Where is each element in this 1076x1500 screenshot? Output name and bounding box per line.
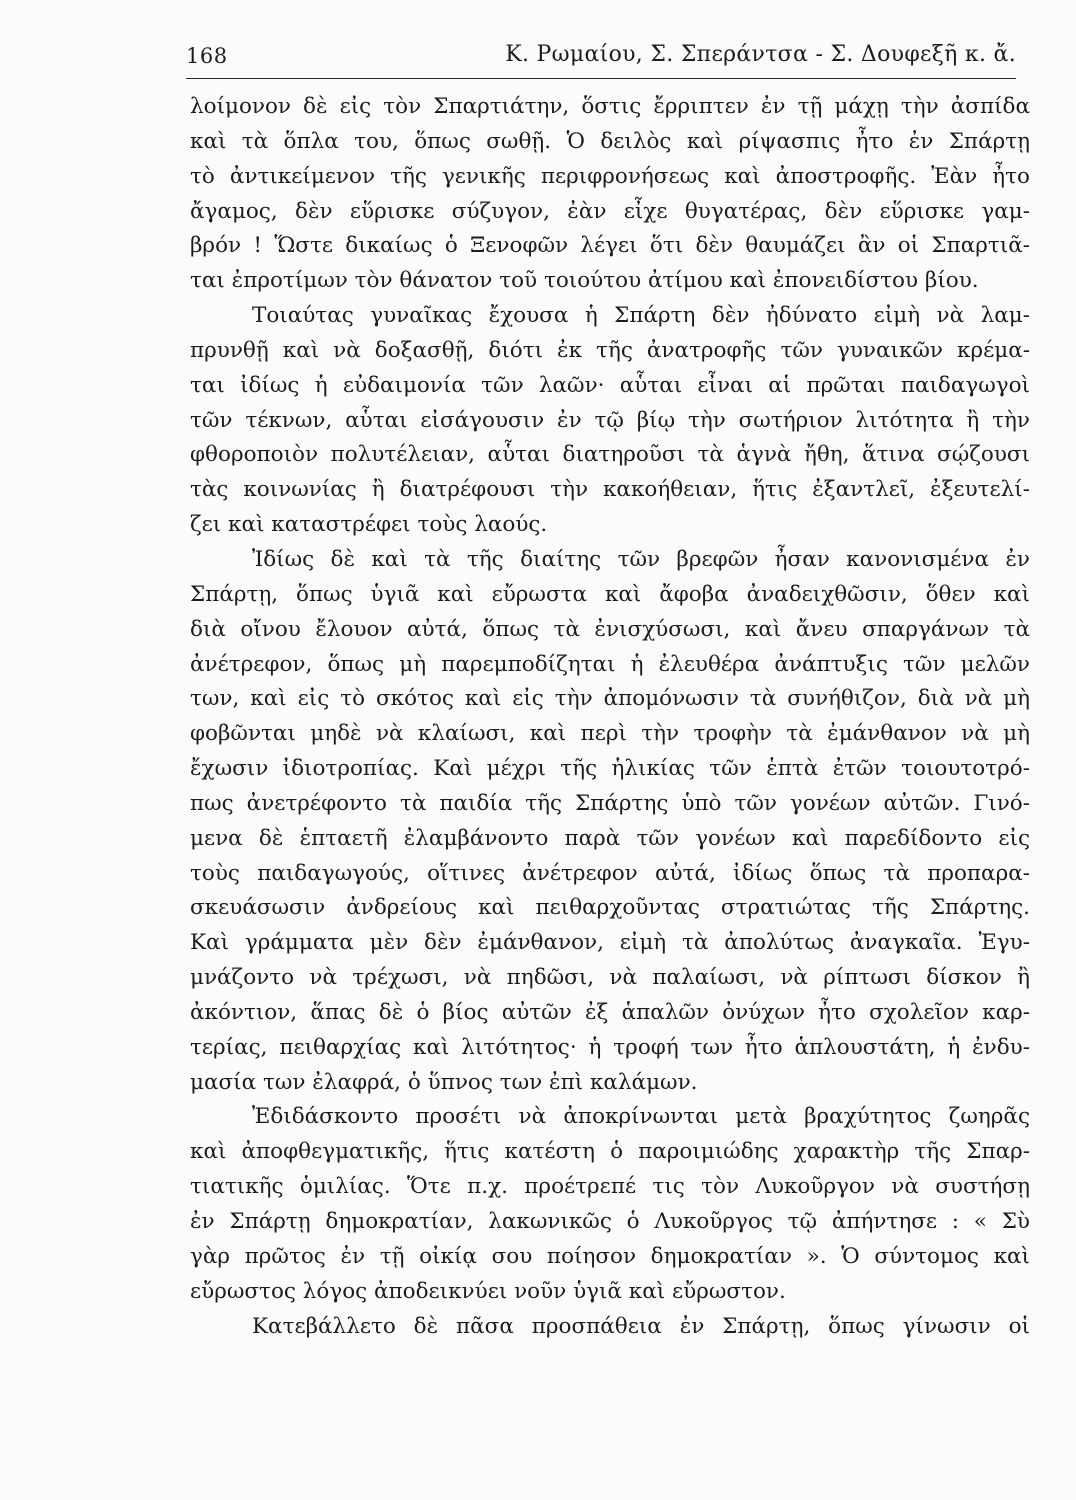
text-line: ται ἰδίως ἡ εὐδαιμονία τῶν λαῶν· αὗται εἶναι αἱ πρῶται παιδαγωγοὶ bbox=[190, 372, 1030, 398]
text-line: μασία των ἐλαφρά, ὁ ὕπνος των ἐπὶ καλάμων. bbox=[190, 1069, 698, 1095]
text-line: φθοροποιὸν πολυτέλειαν, αὗται διατηροῦσι τὰ ἁγνὰ ἤθη, ἅτινα σῴζουσι bbox=[190, 442, 1030, 468]
text-line: ται ἐπροτίμων τὸν θάνατον τοῦ τοιούτου ἀτίμου καὶ ἐπονειδίστου βίου. bbox=[190, 268, 979, 294]
text-line: Ἰδίως δὲ καὶ τὰ τῆς διαίτης τῶν βρεφῶν ἦσαν κανονισμένα ἐν bbox=[252, 546, 1030, 572]
text-line: των, καὶ εἰς τὸ σκότος καὶ εἰς τὴν ἀπομόνωσιν τὰ συνήθιζον, διὰ νὰ μὴ bbox=[190, 686, 1030, 712]
text-line: μνάζοντο νὰ τρέχωσι, νὰ πηδῶσι, νὰ παλαίωσι, νὰ ρίπτωσι δίσκον ἢ bbox=[190, 965, 1030, 991]
text-line: βρόν ! Ὥστε δικαίως ὁ Ξενοφῶν λέγει ὅτι δὲν θαυμάζει ἂν οἱ Σπαρτιᾶ- bbox=[190, 233, 1030, 259]
text-line: διὰ οἴνου ἔλουον αὐτά, ὅπως τὰ ἐνισχύσωσι, καὶ ἄνευ σπαργάνων τὰ bbox=[190, 616, 1030, 642]
text-line: ζει καὶ καταστρέφει τοὺς λαούς. bbox=[190, 512, 548, 538]
text-line: τιατικῆς ὁμιλίας. Ὅτε π.χ. προέτρεπέ τις τὸν Λυκοῦργον νὰ συστήσῃ bbox=[190, 1174, 1030, 1200]
text-line: καὶ ἀποφθεγματικῆς, ἥτις κατέστη ὁ παροιμιώδης χαρακτὴρ τῆς Σπαρ- bbox=[190, 1139, 1030, 1165]
text-line: ἔχωσιν ἰδιοτροπίας. Καὶ μέχρι τῆς ἡλικίας τῶν ἑπτὰ ἐτῶν τοιουτοτρό- bbox=[190, 756, 1030, 782]
text-line: ἀκόντιον, ἅπας δὲ ὁ βίος αὐτῶν ἐξ ἁπαλῶν ὀνύχων ἦτο σχολεῖον καρ- bbox=[190, 999, 1030, 1025]
text-line: Τοιαύτας γυναῖκας ἔχουσα ἡ Σπάρτη δὲν ἠδύνατο εἰμὴ νὰ λαμ- bbox=[252, 303, 1030, 329]
body-text bbox=[190, 90, 1030, 1344]
text-line: μενα δὲ ἑπταετῆ ἐλαμβάνοντο παρὰ τῶν γονέων καὶ παρεδίδοντο εἰς bbox=[190, 825, 1030, 851]
text-line: ἐν Σπάρτῃ δημοκρατίαν, λακωνικῶς ὁ Λυκοῦργος τῷ ἀπήντησε : « Σὺ bbox=[190, 1209, 1030, 1234]
text-line: τὸ ἀντικείμενον τῆς γενικῆς περιφρονήσεως καὶ ἀποστροφῆς. Ἐὰν ἦτο bbox=[190, 163, 1030, 189]
text-line: Ἐδιδάσκοντο προσέτι νὰ ἀποκρίνωνται μετὰ βραχύτητος ζωηρᾶς bbox=[252, 1104, 1030, 1130]
text-line: πως ἀνετρέφοντο τὰ παιδία τῆς Σπάρτης ὑπὸ τῶν γονέων αὐτῶν. Γινό- bbox=[190, 790, 1030, 816]
page-number: 168 bbox=[186, 44, 228, 68]
text-line: ἄγαμος, δὲν εὕρισκε σύζυγον, ἐὰν εἶχε θυγατέρας, δὲν εὕρισκε γαμ- bbox=[190, 198, 1030, 224]
running-head bbox=[186, 40, 1016, 76]
text-line: τοὺς παιδαγωγούς, οἵτινες ἀνέτρεφον αὐτά, ἰδίως ὅπως τὰ προπαρα- bbox=[190, 860, 1030, 886]
text-line: Καὶ γράμματα μὲν δὲν ἐμάνθανον, εἰμὴ τὰ ἀπολύτως ἀναγκαῖα. Ἐγυ- bbox=[190, 930, 1030, 956]
text-line: τῶν τέκνων, αὗται εἰσάγουσιν ἐν τῷ βίῳ τὴν σωτήριον λιτότητα ἢ τὴν bbox=[190, 407, 1030, 433]
text-line: ἀνέτρεφον, ὅπως μὴ παρεμποδίζηται ἡ ἐλευθέρα ἀνάπτυξις τῶν μελῶν bbox=[190, 651, 1030, 677]
running-title: Κ. Ρωμαίου, Σ. Σπεράντσα - Σ. Δουφεξῆ κ. ἄ. bbox=[505, 42, 1016, 67]
text-line: εὔρωστος λόγος ἀποδεικνύει νοῦν ὑγιᾶ καὶ εὔρωστον. bbox=[190, 1278, 786, 1304]
text-line: Κατεβάλλετο δὲ πᾶσα προσπάθεια ἐν Σπάρτῃ, ὅπως γίνωσιν οἱ bbox=[252, 1313, 1030, 1339]
text-line: τὰς κοινωνίας ἢ διατρέφουσι τὴν κακοήθειαν, ἥτις ἐξαντλεῖ, ἐξευτελί- bbox=[190, 477, 1030, 503]
text-line: πρυνθῇ καὶ νὰ δοξασθῇ, διότι ἐκ τῆς ἀνατροφῆς τῶν γυναικῶν κρέμα- bbox=[190, 337, 1030, 363]
text-line: γὰρ πρῶτος ἐν τῇ οἰκίᾳ σου ποίησον δημοκρατίαν ». Ὁ σύντομος καὶ bbox=[190, 1243, 1030, 1269]
text-line: καὶ τὰ ὅπλα του, ὅπως σωθῇ. Ὁ δειλὸς καὶ ρίψασπις ἦτο ἐν Σπάρτῃ bbox=[190, 128, 1030, 154]
text-line: λοίμονον δὲ εἰς τὸν Σπαρτιάτην, ὅστις ἔρριπτεν ἐν τῇ μάχῃ τὴν ἀσπίδα bbox=[190, 94, 1030, 119]
text-line: τερίας, πειθαρχίας καὶ λιτότητος· ἡ τροφή των ἦτο ἁπλουστάτη, ἡ ἐνδυ- bbox=[190, 1034, 1030, 1060]
text-line: σκευάσωσιν ἀνδρείους καὶ πειθαρχοῦντας στρατιώτας τῆς Σπάρτης. bbox=[190, 895, 1030, 921]
text-line: φοβῶνται μηδὲ νὰ κλαίωσι, καὶ περὶ τὴν τροφὴν τὰ ἐμάνθανον νὰ μὴ bbox=[190, 721, 1030, 747]
header-rule bbox=[186, 78, 1016, 79]
text-line: Σπάρτῃ, ὅπως ὑγιᾶ καὶ εὔρωστα καὶ ἄφοβα ἀναδειχθῶσιν, ὅθεν καὶ bbox=[190, 581, 1030, 607]
